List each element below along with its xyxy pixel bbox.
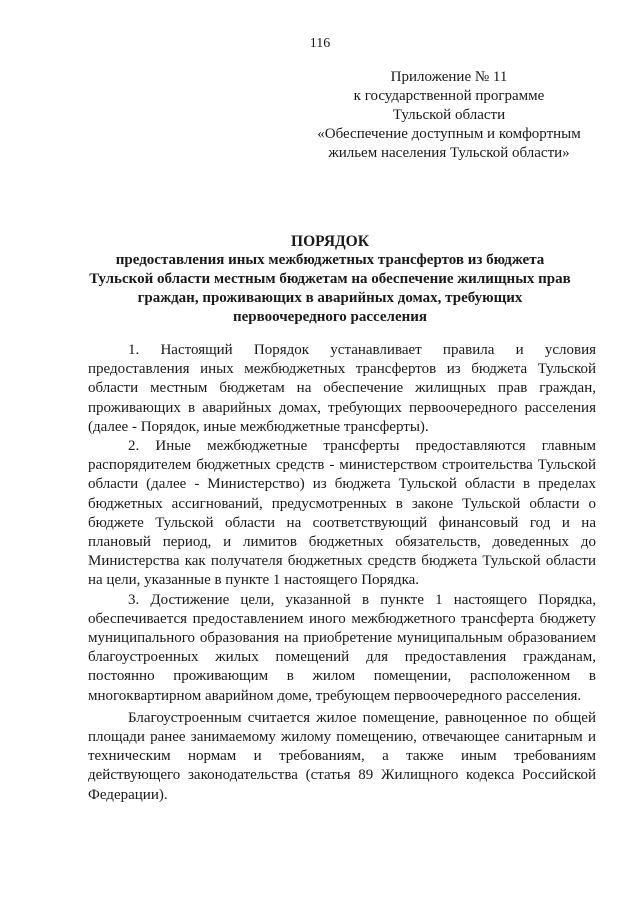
title-main: ПОРЯДОК [291,233,369,250]
page-number: 116 [309,36,331,51]
title-line-3: граждан, проживающих в аварийных домах, требующих [137,290,523,306]
appendix-line-3: Тульской области [392,107,506,123]
title-line-2: Тульской области местным бюджетам на обеспечение жилищных прав [89,271,571,287]
paragraph-3: 3. Достижение цели, указанной в пункте 1 настоящего Порядка, обеспечивается предоставлением иного межбюджетного трансферта бюджету муниципального образования на приобретение муниципальным образованием благоустроенных жилых помещений для предоставления гражданам, постоянно проживающим в жилом помещении, расположенном в многоквартирном аварийном доме, требующем первоочередного расселения. [88,591,596,704]
document-title [60,232,600,327]
title-line-4: первоочередного расселения [232,309,428,325]
appendix-line-4: «Обеспечение доступным и комфортным [317,126,581,142]
appendix-line-5: жильем населения Тульской области» [328,145,570,161]
paragraph-2: 2. Иные межбюджетные трансферты предоставляются главным распорядителем бюджетных средств - министерством строительства Тульской области (далее - Министерство) из бюджета Тульской области в пределах бюджетных ассигнований, предусмотренных в законе Тульской области о бюджете Тульской области на соответствующий финансовый год и на плановый период, и лимитов бюджетных обязательств, доведенных до Министерства как получателя бюджетных средств бюджета Тульской области на цели, указанные в пункте 1 настоящего Порядка. [88,438,596,589]
title-line-1: предоставления иных межбюджетных трансфертов из бюджета [115,252,545,268]
appendix-line-1: Приложение № 11 [390,69,508,85]
paragraph-4: Благоустроенным считается жилое помещение, равноценное по общей площади ранее занимаемому жилому помещению, отвечающее санитарным и техническим нормам и требованиям, а также иным требованиям действующего законодательства (статья 89 Жилищного кодекса Российской Федерации). [88,709,596,803]
document-body [88,341,596,805]
appendix-line-2: к государственной программе [353,88,545,104]
appendix-header [304,68,594,163]
paragraph-1: 1. Настоящий Порядок устанавливает правила и условия предоставления иных межбюджетных трансфертов из бюджета Тульской области местным бюджетам на обеспечение жилищных прав граждан, проживающих в аварийных домах, требующих первоочередного расселения (далее - Порядок, иные межбюджетные трансферты). [88,342,596,435]
